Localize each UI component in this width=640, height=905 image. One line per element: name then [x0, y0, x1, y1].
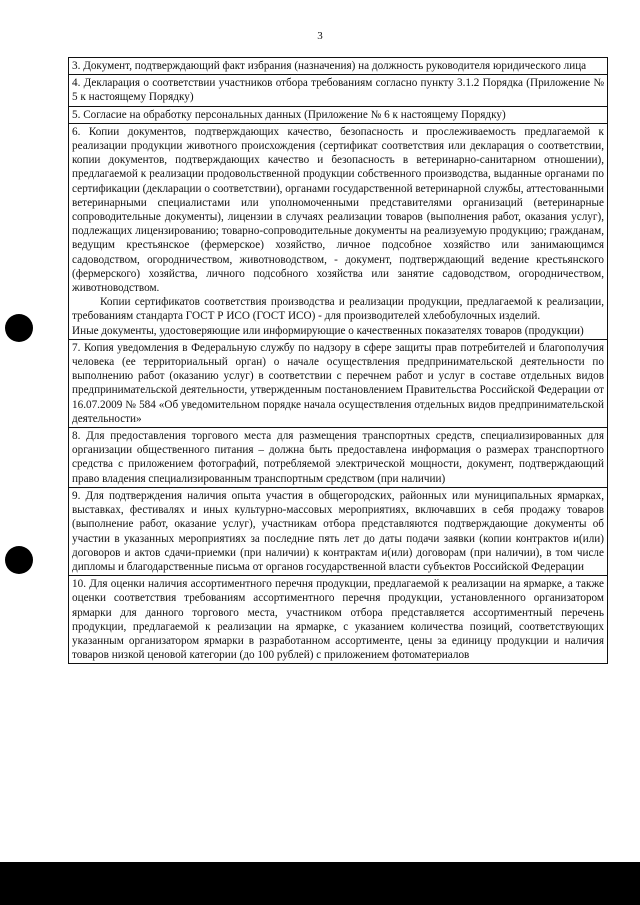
row-text: 3. Документ, подтверждающий факт избрания (назначения) на должность руководителя юридического лица — [72, 60, 587, 72]
table-cell — [69, 75, 608, 106]
table-cell — [69, 428, 608, 488]
row-text: 9. Для подтверждения наличия опыта участия в общегородских, районных или муниципальных ярмарках, выставках, фестивалях и иных культурно-массовых мероприятиях, включавших в себя продажу товаров (выполнение работ, оказание услуг), участникам отбора представляются подтверждающие документы об участии в указанных мероприятиях за последние пять лет до даты подачи заявки (копии контрактов и(или) договоров и актов сдачи-приемки (при наличии) к контрактам и(или) договорам (при наличии), в том числе дипломы и благодарственные письма от органов государственной власти субъектов Российской Федерации — [72, 489, 604, 573]
row-text: Копии сертификатов соответствия производства и реализации продукции, предлагаемой к реализации, требованиям стандарта ГОСТ Р ИСО (ГОСТ ИСО) - для производителей хлебобулочных изделий. — [72, 296, 604, 323]
punch-hole — [5, 314, 33, 342]
table-row — [69, 58, 608, 75]
table-row — [69, 576, 608, 664]
punch-hole — [5, 546, 33, 574]
table-cell — [69, 106, 608, 123]
page-number: 3 — [317, 30, 323, 42]
table-cell — [69, 58, 608, 75]
table-row — [69, 487, 608, 575]
row-text: 8. Для предоставления торгового места для размещения транспортных средств, специализированных для организации общественного питания – должна быть предоставлена информация о размерах транспортного средства с приложением фотографий, потребляемой электрической мощности, документ, подтверждающий право владения специализированным транспортным средством (при наличии) — [72, 430, 604, 485]
table-cell — [69, 576, 608, 664]
table-row — [69, 123, 608, 339]
table-row — [69, 106, 608, 123]
table-row — [69, 339, 608, 427]
table-row — [69, 428, 608, 488]
row-text: 4. Декларация о соответствии участников отбора требованиям согласно пункту 3.1.2 Порядка (Приложение № 5 к настоящему Порядку) — [72, 77, 604, 104]
row-text: 7. Копия уведомления в Федеральную службу по надзору в сфере защиты прав потребителей и благополучия человека (ее территориальный орган) о начале осуществления предпринимательской деятельности по выполнению работ (оказанию услуг) в соответствии с перечнем работ и услуг в составе отдельных видов предпринимательской деятельности, утвержденным постановлением Правительства Российской Федерации от 16.07.2009 № 584 «Об уведомительном порядке начала осуществления отдельных видов предпринимательской деятельности» — [72, 341, 604, 425]
documents-table — [68, 57, 608, 664]
scan-bottom-edge — [0, 862, 640, 905]
table-cell — [69, 487, 608, 575]
row-text: 10. Для оценки наличия ассортиментного перечня продукции, предлагаемой к реализации на ярмарке, а также оценки соответствия требованиям ассортиментного перечня продукции, установленного организатором ярмарки для данного торгового места, участником отбора представляется ассортиментный перечень продукции, предлагаемой к реализации на ярмарке, с указанием количества позиций, соответствующих указанным организатором ярмарки в разработанном ассортименте, цены за единицу продукции и наличия товаров низкой ценовой категории (до 100 рублей) с приложением фотоматериалов — [72, 578, 604, 662]
table-cell — [69, 339, 608, 427]
table-cell — [69, 123, 608, 339]
row-text: 6. Копии документов, подтверждающих качество, безопасность и прослеживаемость предлагаемой к реализации продукции животного происхождения (сертификат соответствия или декларация о соответствии, копии документов, подтверждающих качество и безопасность в ветеринарно-санитарном отношении), предлагаемой к реализации продовольственной продукции собственного производства, выданные органами по сертификации (декларации о соответствии), органами государственной ветеринарной службы, аттестованными ветеринарными специалистами или уполномоченными представителями организаций (ветеринарные сопроводительные документы), лицензии в случаях реализации товаров (выполнения работ, оказания услуг), подлежащих лицензированию; товарно-сопроводительные документы на реализуемую продукцию; гражданам, ведущим крестьянское (фермерское) хозяйство, личное подсобное хозяйство или занимающимся садоводством, огородничеством, животноводством, - документ, подтверждающий ведение крестьянского (фермерского) хозяйства, личного подсобного хозяйства или занятие садоводством, огородничеством, животноводством. — [72, 125, 604, 295]
row-text: 5. Согласие на обработку персональных данных (Приложение № 6 к настоящему Порядку) — [72, 108, 506, 121]
row-text: Иные документы, удостоверяющие или информирующие о качественных показателях товаров (продукции) — [72, 324, 584, 337]
table-row — [69, 75, 608, 106]
